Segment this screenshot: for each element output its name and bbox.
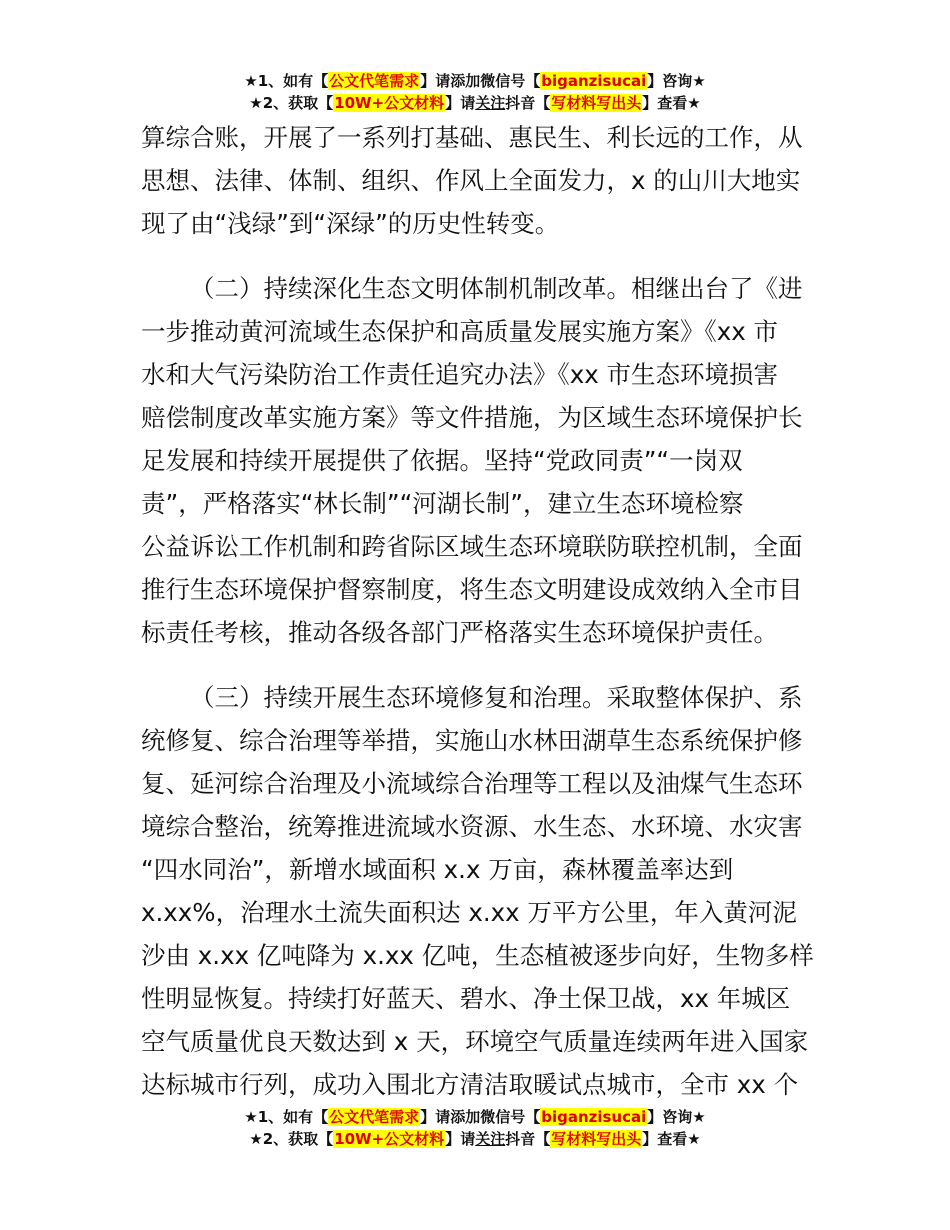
banner-emphasis: 关注 (475, 1130, 506, 1148)
banner-text: ★1、如有【 (244, 72, 329, 90)
text-line: 现了由“浅绿”到“深绿”的历史性转变。 (141, 209, 560, 238)
text-line: 境综合整治，统筹推进流域水资源、水生态、水环境、水灾害 (141, 812, 803, 841)
banner-text: 抖音【 (505, 1130, 551, 1148)
banner-text: 】查看★ (642, 94, 701, 112)
document-body (141, 116, 813, 1106)
highlight-wechat-id: biganzisucai (541, 72, 647, 90)
banner-text: 】请添加微信号【 (420, 72, 541, 90)
banner-text: 】请 (445, 1130, 476, 1148)
paragraph-2 (141, 267, 813, 654)
banner-line-1 (0, 1106, 950, 1128)
text-line: 统修复、综合治理等举措，实施山水林田湖草生态系统保护修 (141, 726, 803, 755)
text-line: “四水同治”，新增水域面积 x.x 万亩，森林覆盖率达到 (141, 855, 734, 884)
banner-text: 抖音【 (505, 94, 551, 112)
footer-banner (0, 1106, 950, 1150)
highlight-wechat-id: biganzisucai (541, 1108, 647, 1126)
highlight-materials: 10W+公文材料 (334, 94, 445, 112)
text-line: 公益诉讼工作机制和跨省际区域生态环境联防联控机制，全面 (141, 532, 803, 561)
banner-text: ★2、获取【 (249, 1130, 334, 1148)
banner-emphasis: 关注 (475, 94, 506, 112)
banner-text: 】咨询★ (647, 1108, 706, 1126)
text-line: 空气质量优良天数达到 x 天，环境空气质量连续两年进入国家 (141, 1027, 809, 1056)
paragraph-3 (141, 676, 813, 1106)
banner-line-2 (0, 1128, 950, 1150)
text-line: 性明显恢复。持续打好蓝天、碧水、净土保卫战，xx 年城区 (141, 984, 791, 1013)
banner-line-1 (0, 70, 950, 92)
banner-line-2 (0, 92, 950, 114)
highlight-writing-service: 公文代笔需求 (329, 72, 420, 90)
text-line: （三）持续开展生态环境修复和治理。采取整体保护、系 (190, 683, 803, 712)
text-line: 达标城市行列，成功入围北方清洁取暖试点城市，全市 xx 个 (141, 1070, 799, 1099)
highlight-douyin-account: 写材料写出头 (551, 94, 642, 112)
header-banner (0, 70, 950, 114)
highlight-materials: 10W+公文材料 (334, 1130, 445, 1148)
text-line: （二）持续深化生态文明体制机制改革。相继出台了《进 (190, 274, 803, 303)
text-line: 足发展和持续开展提供了依据。坚持“党政同责”“一岗双 (141, 446, 743, 475)
banner-text: 】咨询★ (647, 72, 706, 90)
text-line: 复、延河综合治理及小流域综合治理等工程以及油煤气生态环 (141, 769, 803, 798)
text-line: 推行生态环境保护督察制度，将生态文明建设成效纳入全市目 (141, 575, 803, 604)
paragraph-1 (141, 116, 813, 245)
text-line: x.xx%，治理水土流失面积达 x.xx 万平方公里，年入黄河泥 (141, 898, 797, 927)
text-line: 赔偿制度改革实施方案》等文件措施，为区域生态环境保护长 (141, 403, 803, 432)
text-line: 思想、法律、体制、组织、作风上全面发力，x 的山川大地实 (141, 166, 801, 195)
text-line: 标责任考核，推动各级各部门严格落实生态环境保护责任。 (141, 618, 778, 647)
highlight-writing-service: 公文代笔需求 (329, 1108, 420, 1126)
highlight-douyin-account: 写材料写出头 (551, 1130, 642, 1148)
text-line: 一步推动黄河流域生态保护和高质量发展实施方案》《xx 市 (141, 317, 779, 346)
text-line: 水和大气污染防治工作责任追究办法》《xx 市生态环境损害 (141, 360, 779, 389)
text-line: 沙由 x.xx 亿吨降为 x.xx 亿吨，生态植被逐步向好，生物多样 (141, 941, 814, 970)
banner-text: 】请添加微信号【 (420, 1108, 541, 1126)
banner-text: 】请 (445, 94, 476, 112)
text-line: 算综合账，开展了一系列打基础、惠民生、利长远的工作，从 (141, 123, 803, 152)
text-line: 责”，严格落实“林长制”“河湖长制”，建立生态环境检察 (141, 489, 744, 518)
banner-text: 】查看★ (642, 1130, 701, 1148)
banner-text: ★2、获取【 (249, 94, 334, 112)
banner-text: ★1、如有【 (244, 1108, 329, 1126)
